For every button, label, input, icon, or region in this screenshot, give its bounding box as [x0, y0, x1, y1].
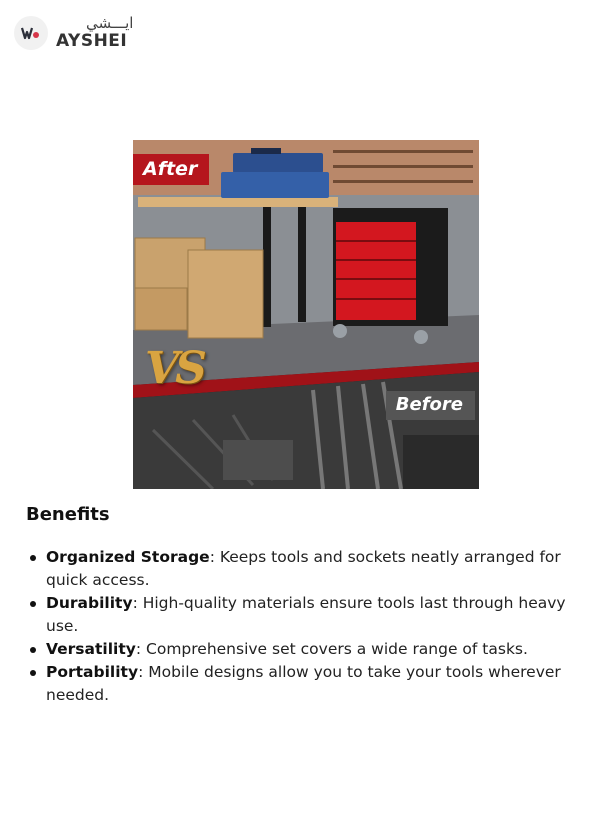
brand-arabic-name: ايـــشي — [86, 14, 134, 32]
benefit-item — [26, 638, 596, 661]
benefit-item — [26, 592, 596, 638]
benefit-text: : High-quality materials ensure tools last through heavy use. — [46, 594, 566, 635]
brand-logo — [14, 16, 133, 50]
benefit-text: : Keeps tools and sockets neatly arranged for quick access. — [46, 548, 561, 589]
brand-mark-icon — [14, 16, 48, 50]
benefit-text: : Comprehensive set covers a wide range of tasks. — [135, 640, 528, 658]
before-label: Before — [386, 391, 475, 420]
benefit-item — [26, 661, 596, 707]
benefit-text: : Mobile designs allow you to take your tools wherever needed. — [46, 663, 561, 704]
benefit-term: Versatility — [46, 640, 136, 658]
hero-image — [133, 140, 479, 489]
brand-latin-name: AYSHEI — [56, 31, 128, 51]
benefit-item — [26, 546, 596, 592]
benefit-term: Portability — [46, 663, 139, 681]
after-label: After — [133, 154, 209, 185]
benefit-term: Organized Storage — [46, 548, 210, 566]
benefits-heading: Benefits — [26, 504, 110, 525]
benefits-list — [26, 546, 596, 707]
cardboard-box-icon — [135, 238, 263, 338]
benefit-term: Durability — [46, 594, 133, 612]
toolbox-icon — [221, 148, 329, 198]
tool-cabinet-icon — [333, 208, 448, 344]
vs-label: VS — [145, 343, 203, 394]
